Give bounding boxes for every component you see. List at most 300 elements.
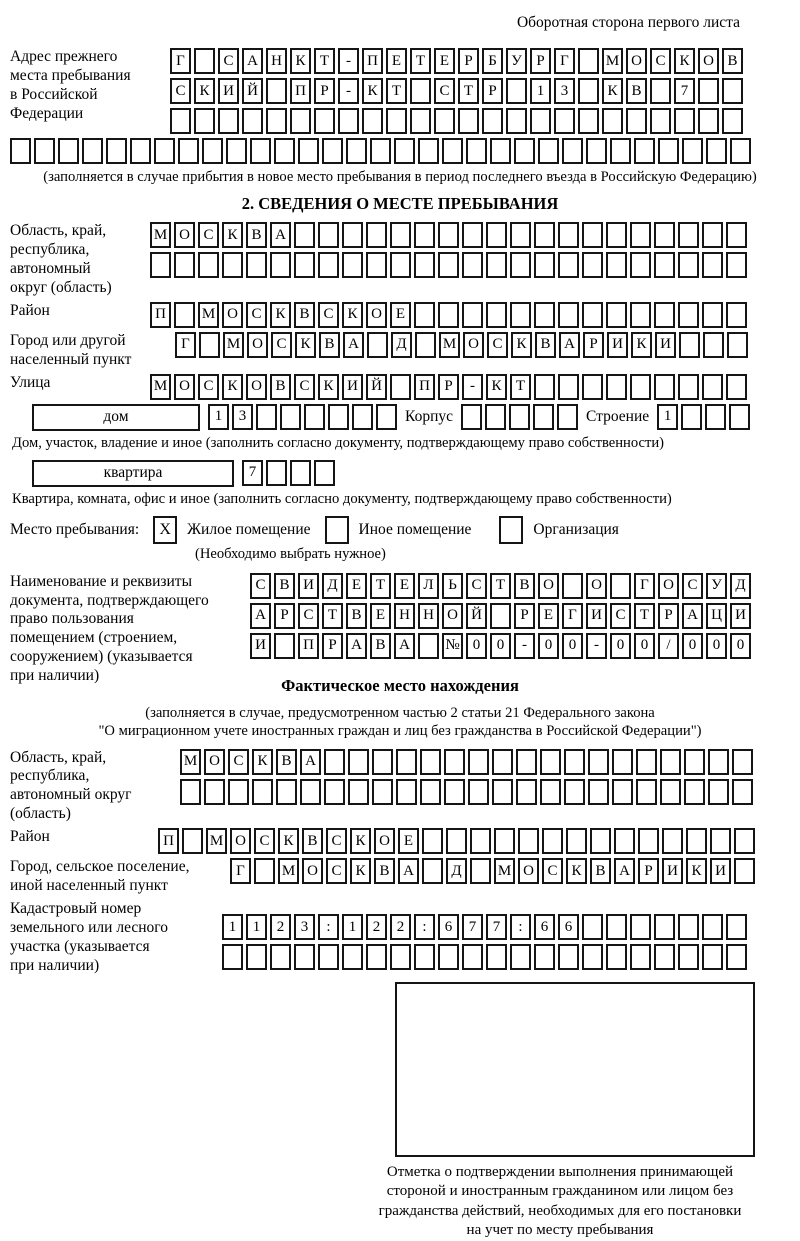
cadastral-row-1[interactable] — [222, 914, 747, 940]
char-cell[interactable] — [684, 749, 705, 775]
char-cell[interactable]: В — [370, 633, 391, 659]
char-cell[interactable]: : — [510, 914, 531, 940]
char-cell[interactable]: О — [204, 749, 225, 775]
char-cell[interactable]: О — [247, 332, 268, 358]
char-cell[interactable] — [606, 374, 627, 400]
char-cell[interactable]: Н — [266, 48, 287, 74]
char-cell[interactable] — [558, 944, 579, 970]
char-cell[interactable] — [470, 858, 491, 884]
char-cell[interactable]: В — [246, 222, 267, 248]
char-cell[interactable]: 2 — [366, 914, 387, 940]
char-cell[interactable]: Г — [634, 573, 655, 599]
char-cell[interactable] — [394, 138, 415, 164]
char-cell[interactable] — [414, 944, 435, 970]
char-cell[interactable]: Т — [314, 48, 335, 74]
char-cell[interactable]: П — [414, 374, 435, 400]
char-cell[interactable]: Ь — [442, 573, 463, 599]
document-row-2[interactable] — [250, 603, 751, 629]
char-cell[interactable] — [654, 252, 675, 278]
char-cell[interactable] — [418, 138, 439, 164]
char-cell[interactable] — [630, 944, 651, 970]
char-cell[interactable]: - — [338, 78, 359, 104]
char-cell[interactable] — [246, 944, 267, 970]
char-cell[interactable]: Д — [322, 573, 343, 599]
char-cell[interactable] — [390, 374, 411, 400]
char-cell[interactable] — [256, 404, 277, 430]
char-cell[interactable]: О — [658, 573, 679, 599]
char-cell[interactable] — [461, 404, 482, 430]
char-cell[interactable]: О — [374, 828, 395, 854]
char-cell[interactable]: Т — [322, 603, 343, 629]
char-cell[interactable]: К — [631, 332, 652, 358]
char-cell[interactable]: 0 — [682, 633, 703, 659]
char-cell[interactable]: М — [206, 828, 227, 854]
char-cell[interactable] — [662, 828, 683, 854]
char-cell[interactable] — [396, 779, 417, 805]
char-cell[interactable] — [324, 779, 345, 805]
char-cell[interactable] — [698, 108, 719, 134]
char-cell[interactable] — [686, 828, 707, 854]
char-cell[interactable] — [538, 138, 559, 164]
char-cell[interactable]: И — [250, 633, 271, 659]
char-cell[interactable] — [630, 302, 651, 328]
char-cell[interactable] — [226, 138, 247, 164]
char-cell[interactable]: Е — [434, 48, 455, 74]
char-cell[interactable] — [578, 108, 599, 134]
char-cell[interactable] — [318, 944, 339, 970]
char-cell[interactable]: М — [223, 332, 244, 358]
char-cell[interactable] — [729, 404, 750, 430]
char-cell[interactable] — [34, 138, 55, 164]
char-cell[interactable]: Е — [390, 302, 411, 328]
char-cell[interactable] — [606, 944, 627, 970]
char-cell[interactable]: Г — [170, 48, 191, 74]
char-cell[interactable]: С — [271, 332, 292, 358]
char-cell[interactable]: В — [626, 78, 647, 104]
char-cell[interactable] — [462, 944, 483, 970]
char-cell[interactable] — [510, 944, 531, 970]
char-cell[interactable] — [518, 828, 539, 854]
char-cell[interactable]: Т — [386, 78, 407, 104]
char-cell[interactable]: А — [300, 749, 321, 775]
char-cell[interactable] — [490, 138, 511, 164]
char-cell[interactable] — [342, 944, 363, 970]
char-cell[interactable] — [390, 222, 411, 248]
char-cell[interactable]: 3 — [232, 404, 253, 430]
char-cell[interactable]: И — [730, 603, 751, 629]
city-row[interactable] — [175, 332, 748, 358]
char-cell[interactable] — [542, 828, 563, 854]
char-cell[interactable] — [290, 460, 311, 486]
char-cell[interactable]: К — [342, 302, 363, 328]
char-cell[interactable] — [348, 749, 369, 775]
char-cell[interactable] — [198, 252, 219, 278]
char-cell[interactable] — [726, 914, 747, 940]
char-cell[interactable] — [274, 138, 295, 164]
char-cell[interactable]: Т — [410, 48, 431, 74]
char-cell[interactable] — [590, 828, 611, 854]
char-cell[interactable]: А — [559, 332, 580, 358]
char-cell[interactable]: С — [298, 603, 319, 629]
char-cell[interactable]: В — [722, 48, 743, 74]
char-cell[interactable]: У — [506, 48, 527, 74]
char-cell[interactable] — [199, 332, 220, 358]
char-cell[interactable] — [582, 252, 603, 278]
char-cell[interactable]: Е — [346, 573, 367, 599]
char-cell[interactable] — [10, 138, 31, 164]
char-cell[interactable] — [420, 779, 441, 805]
prev-address-row-1[interactable] — [170, 48, 743, 74]
char-cell[interactable]: О — [174, 222, 195, 248]
char-cell[interactable]: 0 — [730, 633, 751, 659]
char-cell[interactable] — [534, 222, 555, 248]
char-cell[interactable]: Т — [490, 573, 511, 599]
char-cell[interactable] — [564, 749, 585, 775]
char-cell[interactable] — [650, 78, 671, 104]
char-cell[interactable] — [582, 302, 603, 328]
char-cell[interactable] — [174, 252, 195, 278]
char-cell[interactable] — [708, 749, 729, 775]
char-cell[interactable] — [703, 332, 724, 358]
char-cell[interactable] — [730, 138, 751, 164]
char-cell[interactable] — [462, 302, 483, 328]
char-cell[interactable] — [414, 252, 435, 278]
street-row[interactable] — [150, 374, 747, 400]
char-cell[interactable] — [298, 138, 319, 164]
char-cell[interactable] — [726, 302, 747, 328]
actual-region-row-2[interactable] — [180, 779, 753, 805]
char-cell[interactable] — [486, 252, 507, 278]
char-cell[interactable]: К — [350, 828, 371, 854]
char-cell[interactable] — [654, 374, 675, 400]
char-cell[interactable]: С — [326, 828, 347, 854]
char-cell[interactable] — [606, 252, 627, 278]
char-cell[interactable] — [554, 108, 575, 134]
char-cell[interactable] — [678, 252, 699, 278]
char-cell[interactable]: 1 — [222, 914, 243, 940]
char-cell[interactable]: 7 — [674, 78, 695, 104]
house-number-row[interactable] — [208, 404, 397, 430]
char-cell[interactable]: М — [278, 858, 299, 884]
char-cell[interactable] — [732, 779, 753, 805]
char-cell[interactable]: А — [682, 603, 703, 629]
char-cell[interactable]: Е — [538, 603, 559, 629]
char-cell[interactable] — [510, 252, 531, 278]
char-cell[interactable]: П — [150, 302, 171, 328]
char-cell[interactable]: 2 — [390, 914, 411, 940]
char-cell[interactable] — [318, 252, 339, 278]
char-cell[interactable] — [414, 222, 435, 248]
char-cell[interactable] — [586, 138, 607, 164]
char-cell[interactable] — [650, 108, 671, 134]
region-row-1[interactable] — [150, 222, 747, 248]
document-row-1[interactable] — [250, 573, 751, 599]
char-cell[interactable]: К — [602, 78, 623, 104]
char-cell[interactable]: О — [538, 573, 559, 599]
char-cell[interactable]: Г — [562, 603, 583, 629]
char-cell[interactable] — [468, 779, 489, 805]
char-cell[interactable] — [250, 138, 271, 164]
char-cell[interactable] — [588, 749, 609, 775]
char-cell[interactable]: С — [682, 573, 703, 599]
char-cell[interactable] — [678, 914, 699, 940]
char-cell[interactable] — [270, 944, 291, 970]
char-cell[interactable]: № — [442, 633, 463, 659]
cadastral-row-2[interactable] — [222, 944, 747, 970]
char-cell[interactable] — [534, 944, 555, 970]
char-cell[interactable]: А — [250, 603, 271, 629]
char-cell[interactable]: М — [150, 222, 171, 248]
char-cell[interactable]: П — [298, 633, 319, 659]
char-cell[interactable]: Т — [510, 374, 531, 400]
char-cell[interactable]: И — [342, 374, 363, 400]
char-cell[interactable]: Г — [230, 858, 251, 884]
char-cell[interactable] — [654, 944, 675, 970]
char-cell[interactable]: О — [518, 858, 539, 884]
char-cell[interactable]: Н — [418, 603, 439, 629]
char-cell[interactable] — [726, 222, 747, 248]
char-cell[interactable]: С — [434, 78, 455, 104]
char-cell[interactable]: Д — [730, 573, 751, 599]
char-cell[interactable] — [434, 108, 455, 134]
char-cell[interactable]: А — [398, 858, 419, 884]
char-cell[interactable]: С — [610, 603, 631, 629]
char-cell[interactable]: Р — [658, 603, 679, 629]
char-cell[interactable] — [732, 749, 753, 775]
char-cell[interactable]: Й — [466, 603, 487, 629]
char-cell[interactable] — [558, 222, 579, 248]
char-cell[interactable]: П — [362, 48, 383, 74]
char-cell[interactable] — [294, 222, 315, 248]
char-cell[interactable] — [654, 222, 675, 248]
char-cell[interactable] — [606, 222, 627, 248]
char-cell[interactable]: 0 — [490, 633, 511, 659]
char-cell[interactable] — [202, 138, 223, 164]
char-cell[interactable] — [534, 302, 555, 328]
char-cell[interactable]: 2 — [270, 914, 291, 940]
char-cell[interactable]: О — [222, 302, 243, 328]
char-cell[interactable] — [582, 374, 603, 400]
char-cell[interactable]: 7 — [242, 460, 263, 486]
char-cell[interactable]: С — [326, 858, 347, 884]
char-cell[interactable] — [678, 944, 699, 970]
prev-address-row-2[interactable] — [170, 78, 743, 104]
char-cell[interactable]: С — [294, 374, 315, 400]
char-cell[interactable] — [610, 573, 631, 599]
char-cell[interactable] — [506, 78, 527, 104]
char-cell[interactable] — [612, 779, 633, 805]
char-cell[interactable] — [390, 944, 411, 970]
char-cell[interactable] — [630, 914, 651, 940]
char-cell[interactable]: Д — [391, 332, 412, 358]
char-cell[interactable] — [630, 252, 651, 278]
char-cell[interactable] — [342, 252, 363, 278]
char-cell[interactable] — [660, 779, 681, 805]
prev-address-row-3[interactable] — [170, 108, 743, 134]
char-cell[interactable] — [242, 108, 263, 134]
char-cell[interactable]: 0 — [706, 633, 727, 659]
char-cell[interactable] — [612, 749, 633, 775]
char-cell[interactable] — [558, 252, 579, 278]
char-cell[interactable] — [630, 222, 651, 248]
char-cell[interactable] — [492, 749, 513, 775]
char-cell[interactable]: К — [222, 222, 243, 248]
char-cell[interactable]: А — [614, 858, 635, 884]
char-cell[interactable] — [490, 603, 511, 629]
char-cell[interactable] — [170, 108, 191, 134]
char-cell[interactable] — [516, 749, 537, 775]
char-cell[interactable]: Б — [482, 48, 503, 74]
char-cell[interactable] — [458, 108, 479, 134]
char-cell[interactable]: 1 — [342, 914, 363, 940]
char-cell[interactable] — [654, 914, 675, 940]
char-cell[interactable] — [367, 332, 388, 358]
char-cell[interactable]: Г — [175, 332, 196, 358]
char-cell[interactable] — [482, 108, 503, 134]
char-cell[interactable] — [174, 302, 195, 328]
char-cell[interactable]: Г — [554, 48, 575, 74]
char-cell[interactable] — [366, 944, 387, 970]
char-cell[interactable]: О — [302, 858, 323, 884]
char-cell[interactable]: С — [170, 78, 191, 104]
char-cell[interactable]: К — [295, 332, 316, 358]
char-cell[interactable] — [654, 302, 675, 328]
char-cell[interactable] — [366, 222, 387, 248]
checkbox-organization[interactable] — [499, 516, 523, 544]
char-cell[interactable] — [708, 779, 729, 805]
char-cell[interactable]: И — [218, 78, 239, 104]
char-cell[interactable]: 3 — [294, 914, 315, 940]
char-cell[interactable] — [328, 404, 349, 430]
char-cell[interactable] — [698, 78, 719, 104]
char-cell[interactable] — [376, 404, 397, 430]
char-cell[interactable] — [106, 138, 127, 164]
char-cell[interactable]: К — [278, 828, 299, 854]
char-cell[interactable] — [494, 828, 515, 854]
char-cell[interactable]: Р — [322, 633, 343, 659]
char-cell[interactable] — [638, 828, 659, 854]
char-cell[interactable] — [684, 779, 705, 805]
char-cell[interactable] — [322, 138, 343, 164]
char-cell[interactable]: О — [442, 603, 463, 629]
char-cell[interactable]: 3 — [554, 78, 575, 104]
char-cell[interactable] — [678, 222, 699, 248]
char-cell[interactable]: С — [650, 48, 671, 74]
char-cell[interactable] — [681, 404, 702, 430]
char-cell[interactable]: 1 — [657, 404, 678, 430]
char-cell[interactable] — [602, 108, 623, 134]
char-cell[interactable]: 0 — [538, 633, 559, 659]
char-cell[interactable] — [386, 108, 407, 134]
char-cell[interactable]: И — [655, 332, 676, 358]
char-cell[interactable]: П — [290, 78, 311, 104]
char-cell[interactable]: Е — [398, 828, 419, 854]
char-cell[interactable] — [486, 222, 507, 248]
char-cell[interactable]: И — [298, 573, 319, 599]
char-cell[interactable]: О — [463, 332, 484, 358]
char-cell[interactable]: / — [658, 633, 679, 659]
char-cell[interactable] — [304, 404, 325, 430]
char-cell[interactable] — [610, 138, 631, 164]
char-cell[interactable]: Р — [458, 48, 479, 74]
char-cell[interactable] — [178, 138, 199, 164]
char-cell[interactable] — [370, 138, 391, 164]
char-cell[interactable] — [486, 302, 507, 328]
char-cell[interactable] — [557, 404, 578, 430]
char-cell[interactable] — [294, 944, 315, 970]
char-cell[interactable] — [678, 374, 699, 400]
char-cell[interactable] — [222, 252, 243, 278]
korpus-row[interactable] — [461, 404, 578, 430]
char-cell[interactable] — [294, 252, 315, 278]
char-cell[interactable] — [130, 138, 151, 164]
char-cell[interactable] — [674, 108, 695, 134]
char-cell[interactable] — [636, 749, 657, 775]
char-cell[interactable]: М — [494, 858, 515, 884]
char-cell[interactable] — [514, 138, 535, 164]
char-cell[interactable] — [266, 108, 287, 134]
char-cell[interactable]: К — [566, 858, 587, 884]
char-cell[interactable] — [582, 914, 603, 940]
char-cell[interactable] — [510, 222, 531, 248]
char-cell[interactable]: С — [254, 828, 275, 854]
char-cell[interactable] — [150, 252, 171, 278]
char-cell[interactable] — [726, 944, 747, 970]
char-cell[interactable] — [562, 138, 583, 164]
char-cell[interactable] — [415, 332, 436, 358]
char-cell[interactable] — [726, 252, 747, 278]
char-cell[interactable] — [710, 828, 731, 854]
char-cell[interactable]: В — [302, 828, 323, 854]
char-cell[interactable]: О — [174, 374, 195, 400]
char-cell[interactable] — [530, 108, 551, 134]
char-cell[interactable] — [396, 749, 417, 775]
char-cell[interactable] — [438, 222, 459, 248]
char-cell[interactable] — [606, 914, 627, 940]
char-cell[interactable] — [290, 108, 311, 134]
char-cell[interactable]: Р — [438, 374, 459, 400]
char-cell[interactable] — [506, 108, 527, 134]
char-cell[interactable]: - — [338, 48, 359, 74]
char-cell[interactable]: К — [290, 48, 311, 74]
char-cell[interactable] — [582, 944, 603, 970]
actual-city-row[interactable] — [230, 858, 755, 884]
char-cell[interactable]: Ц — [706, 603, 727, 629]
char-cell[interactable]: В — [346, 603, 367, 629]
char-cell[interactable]: К — [674, 48, 695, 74]
char-cell[interactable] — [726, 374, 747, 400]
char-cell[interactable]: 0 — [634, 633, 655, 659]
prev-address-row-4[interactable] — [10, 138, 751, 164]
char-cell[interactable]: А — [346, 633, 367, 659]
char-cell[interactable] — [722, 108, 743, 134]
char-cell[interactable] — [516, 779, 537, 805]
char-cell[interactable] — [734, 858, 755, 884]
char-cell[interactable] — [274, 633, 295, 659]
char-cell[interactable]: 6 — [558, 914, 579, 940]
char-cell[interactable] — [422, 828, 443, 854]
char-cell[interactable] — [582, 222, 603, 248]
char-cell[interactable]: Р — [482, 78, 503, 104]
char-cell[interactable]: М — [198, 302, 219, 328]
char-cell[interactable] — [468, 749, 489, 775]
char-cell[interactable] — [682, 138, 703, 164]
char-cell[interactable] — [558, 374, 579, 400]
char-cell[interactable]: Д — [446, 858, 467, 884]
char-cell[interactable]: Р — [638, 858, 659, 884]
char-cell[interactable] — [338, 108, 359, 134]
char-cell[interactable] — [58, 138, 79, 164]
